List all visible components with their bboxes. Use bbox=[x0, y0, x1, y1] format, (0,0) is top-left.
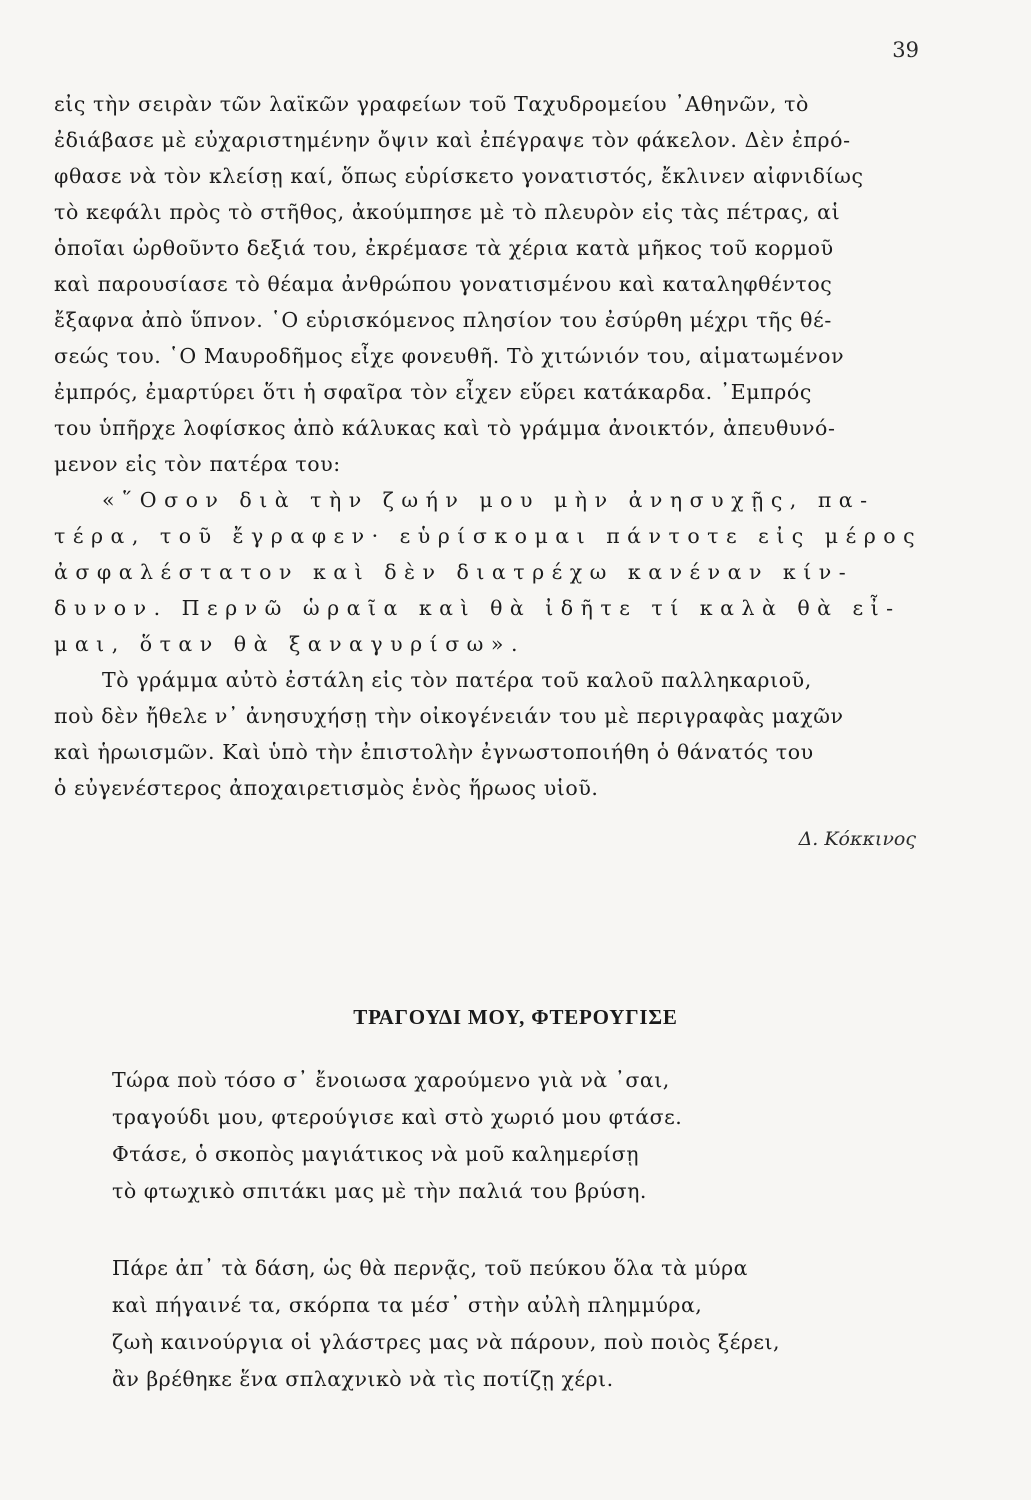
prose-line: σεώς του. ῾Ο Μαυροδῆμος εἶχε φονευθῆ. Τὸ χιτώνιόν του, αἱματωμένον bbox=[54, 344, 845, 368]
closing-line: ὁ εὐγενέστερος ἀποχαιρετισμὸς ἑνὸς ἥρωος υἱοῦ. bbox=[54, 776, 599, 800]
poem-title: ΤΡΑΓΟΥΔΙ ΜΟΥ, ΦΤΕΡΟΥΓΙΣΕ bbox=[353, 1005, 678, 1029]
poem bbox=[112, 1062, 912, 1438]
prose-line: καὶ παρουσίασε τὸ θέαμα ἀνθρώπου γονατισμένου καὶ καταληφθέντος bbox=[54, 272, 833, 296]
prose-section bbox=[54, 86, 923, 806]
prose-line: ἐμπρός, ἐμαρτύρει ὅτι ἡ σφαῖρα τὸν εἶχεν εὕρει κατάκαρδα. ᾿Εμπρός bbox=[54, 380, 812, 404]
closing-line: ποὺ δὲν ἤθελε ν᾿ ἀνησυχήσῃ τὴν οἰκογένειάν του μὲ περιγραφὰς μαχῶν bbox=[54, 704, 844, 728]
prose-line: εἰς τὴν σειρὰν τῶν λαϊκῶν γραφείων τοῦ Ταχυδρομείου ᾿Αθηνῶν, τὸ bbox=[54, 92, 809, 116]
letter-line: ἀσφαλέστατον καὶ δὲν διατρέχω κανέναν κίν- bbox=[54, 560, 854, 584]
prose-line: ἐδιάβασε μὲ εὐχαριστημένην ὄψιν καὶ ἐπέγραψε τὸν φάκελον. Δὲν ἐπρό- bbox=[54, 128, 851, 152]
prose-line: φθασε νὰ τὸν κλείσῃ καί, ὅπως εὑρίσκετο γονατιστός, ἔκλινεν αἰφνιδίως bbox=[54, 164, 864, 188]
letter-line: «῞Οσον διὰ τὴν ζωήν μου μὴν ἀνησυχῇς, πα- bbox=[102, 488, 875, 512]
closing-line: καὶ ἡρωισμῶν. Καὶ ὑπὸ τὴν ἐπιστολὴν ἐγνωστοποιήθη ὁ θάνατός του bbox=[54, 740, 814, 764]
poem-verse: ζωὴ καινούργια οἱ γλάστρες μας νὰ πάρουν, ποὺ ποιὸς ξέρει, bbox=[112, 1330, 781, 1354]
prose-line: ἔξαφνα ἀπὸ ὕπνον. ῾Ο εὑρισκόμενος πλησίον του ἐσύρθη μέχρι τῆς θέ- bbox=[54, 308, 832, 332]
poem-verse: ἂν βρέθηκε ἕνα σπλαχνικὸ νὰ τὶς ποτίζῃ χέρι. bbox=[112, 1367, 614, 1391]
poem-stanza bbox=[112, 1250, 912, 1398]
poem-verse: Φτάσε, ὁ σκοπὸς μαγιάτικος νὰ μοῦ καλημερίσῃ bbox=[112, 1142, 639, 1166]
poem-verse: Τώρα ποὺ τόσο σ᾿ ἔνοιωσα χαρούμενο γιὰ νὰ ᾿σαι, bbox=[112, 1068, 670, 1092]
prose-line: μενον εἰς τὸν πατέρα του: bbox=[54, 452, 341, 476]
letter-line: δυνον. Περνῶ ὡραῖα καὶ θὰ ἰδῆτε τί καλὰ θὰ εἶ- bbox=[54, 596, 901, 620]
poem-verse: τραγούδι μου, φτερούγισε καὶ στὸ χωριό μου φτάσε. bbox=[112, 1105, 683, 1129]
prose-line: τὸ κεφάλι πρὸς τὸ στῆθος, ἀκούμπησε μὲ τὸ πλευρὸν εἰς τὰς πέτρας, αἱ bbox=[54, 200, 841, 224]
prose-line: ὁποῖαι ὠρθοῦντο δεξιά του, ἐκρέμασε τὰ χέρια κατὰ μῆκος τοῦ κορμοῦ bbox=[54, 236, 834, 260]
poem-verse: καὶ πήγαινέ τα, σκόρπα τα μέσ᾿ στὴν αὐλὴ πλημμύρα, bbox=[112, 1293, 703, 1317]
prose-line: του ὑπῆρχε λοφίσκος ἀπὸ κάλυκας καὶ τὸ γράμμα ἀνοικτόν, ἀπευθυνό- bbox=[54, 416, 836, 440]
closing-line: Τὸ γράμμα αὐτὸ ἐστάλη εἰς τὸν πατέρα τοῦ καλοῦ παλληκαριοῦ, bbox=[102, 668, 812, 692]
poem-verse: Πάρε ἀπ᾿ τὰ δάση, ὡς θὰ περνᾷς, τοῦ πεύκου ὅλα τὰ μύρα bbox=[112, 1256, 748, 1280]
author-signature: Δ. Κόκκινος bbox=[798, 828, 916, 850]
letter-line: τέρα, τοῦ ἔγραφεν· εὑρίσκομαι πάντοτε εἰς μέρος bbox=[54, 524, 923, 548]
poem-stanza bbox=[112, 1062, 912, 1210]
poem-verse: τὸ φτωχικὸ σπιτάκι μας μὲ τὴν παλιά του βρύση. bbox=[112, 1179, 647, 1203]
letter-line: μαι, ὅταν θὰ ξαναγυρίσω». bbox=[54, 632, 525, 656]
page-number: 39 bbox=[892, 38, 919, 62]
